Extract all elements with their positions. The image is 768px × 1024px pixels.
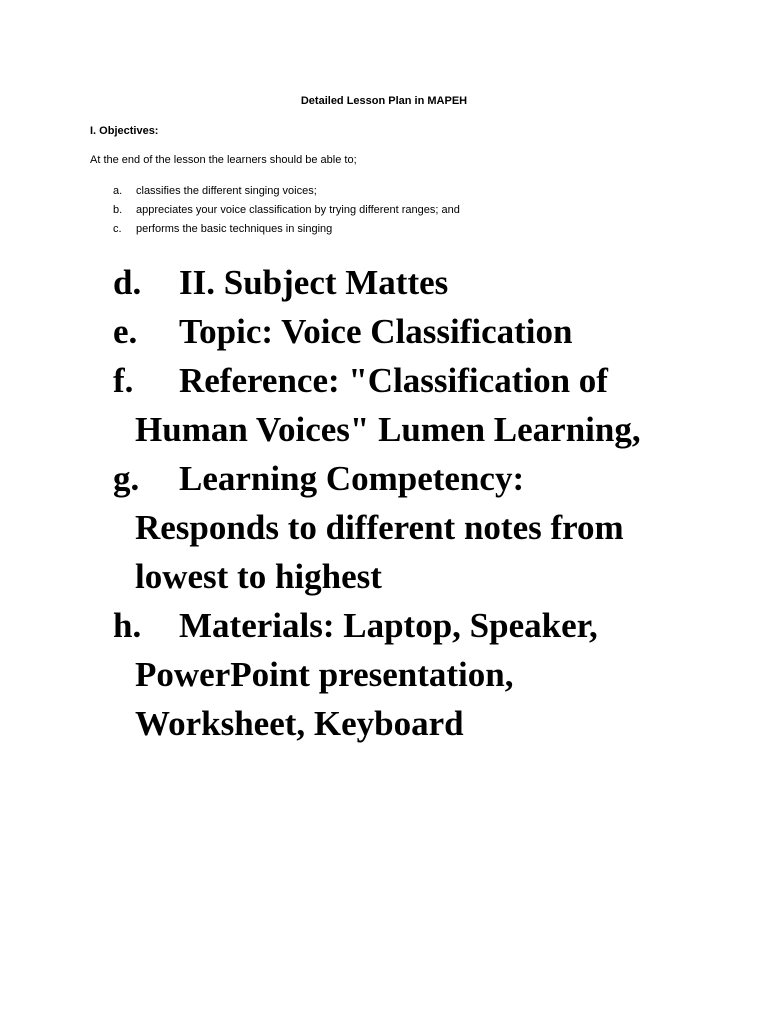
subject-item-text: Learning Competency: Responds to different notes from lowest to highest [135,459,624,596]
subject-item [113,601,673,748]
subject-item-text: Topic: Voice Classification [179,312,573,351]
document-title: Detailed Lesson Plan in MAPEH [300,95,468,107]
objective-text: appreciates your voice classification by trying different ranges; and [136,204,460,216]
list-marker: c. [113,223,122,235]
subject-item [113,258,673,307]
subject-matter-list [113,258,673,748]
list-marker: b. [113,204,123,216]
objective-item [113,201,460,220]
list-marker: d. [113,263,142,302]
objective-item [113,182,460,201]
objective-text: performs the basic techniques in singing [136,223,333,235]
subject-item-text: Reference: "Classification of Human Voices" Lumen Learning, [135,361,641,449]
objectives-intro: At the end of the lesson the learners should be able to; [90,154,357,166]
list-marker: e. [113,312,138,351]
list-marker: f. [113,361,134,400]
subject-item-text: II. Subject Mattes [179,263,449,302]
list-marker: h. [113,606,142,645]
subject-item [113,454,673,601]
subject-item [113,356,673,454]
objectives-list [113,182,460,239]
objectives-heading: I. Objectives: [90,125,159,137]
objective-text: classifies the different singing voices; [136,185,317,197]
subject-item-text: Materials: Laptop, Speaker, PowerPoint presentation, Worksheet, Keyboard [135,606,598,743]
list-marker: a. [113,185,123,197]
list-marker: g. [113,459,140,498]
subject-item [113,307,673,356]
objective-item [113,220,460,239]
